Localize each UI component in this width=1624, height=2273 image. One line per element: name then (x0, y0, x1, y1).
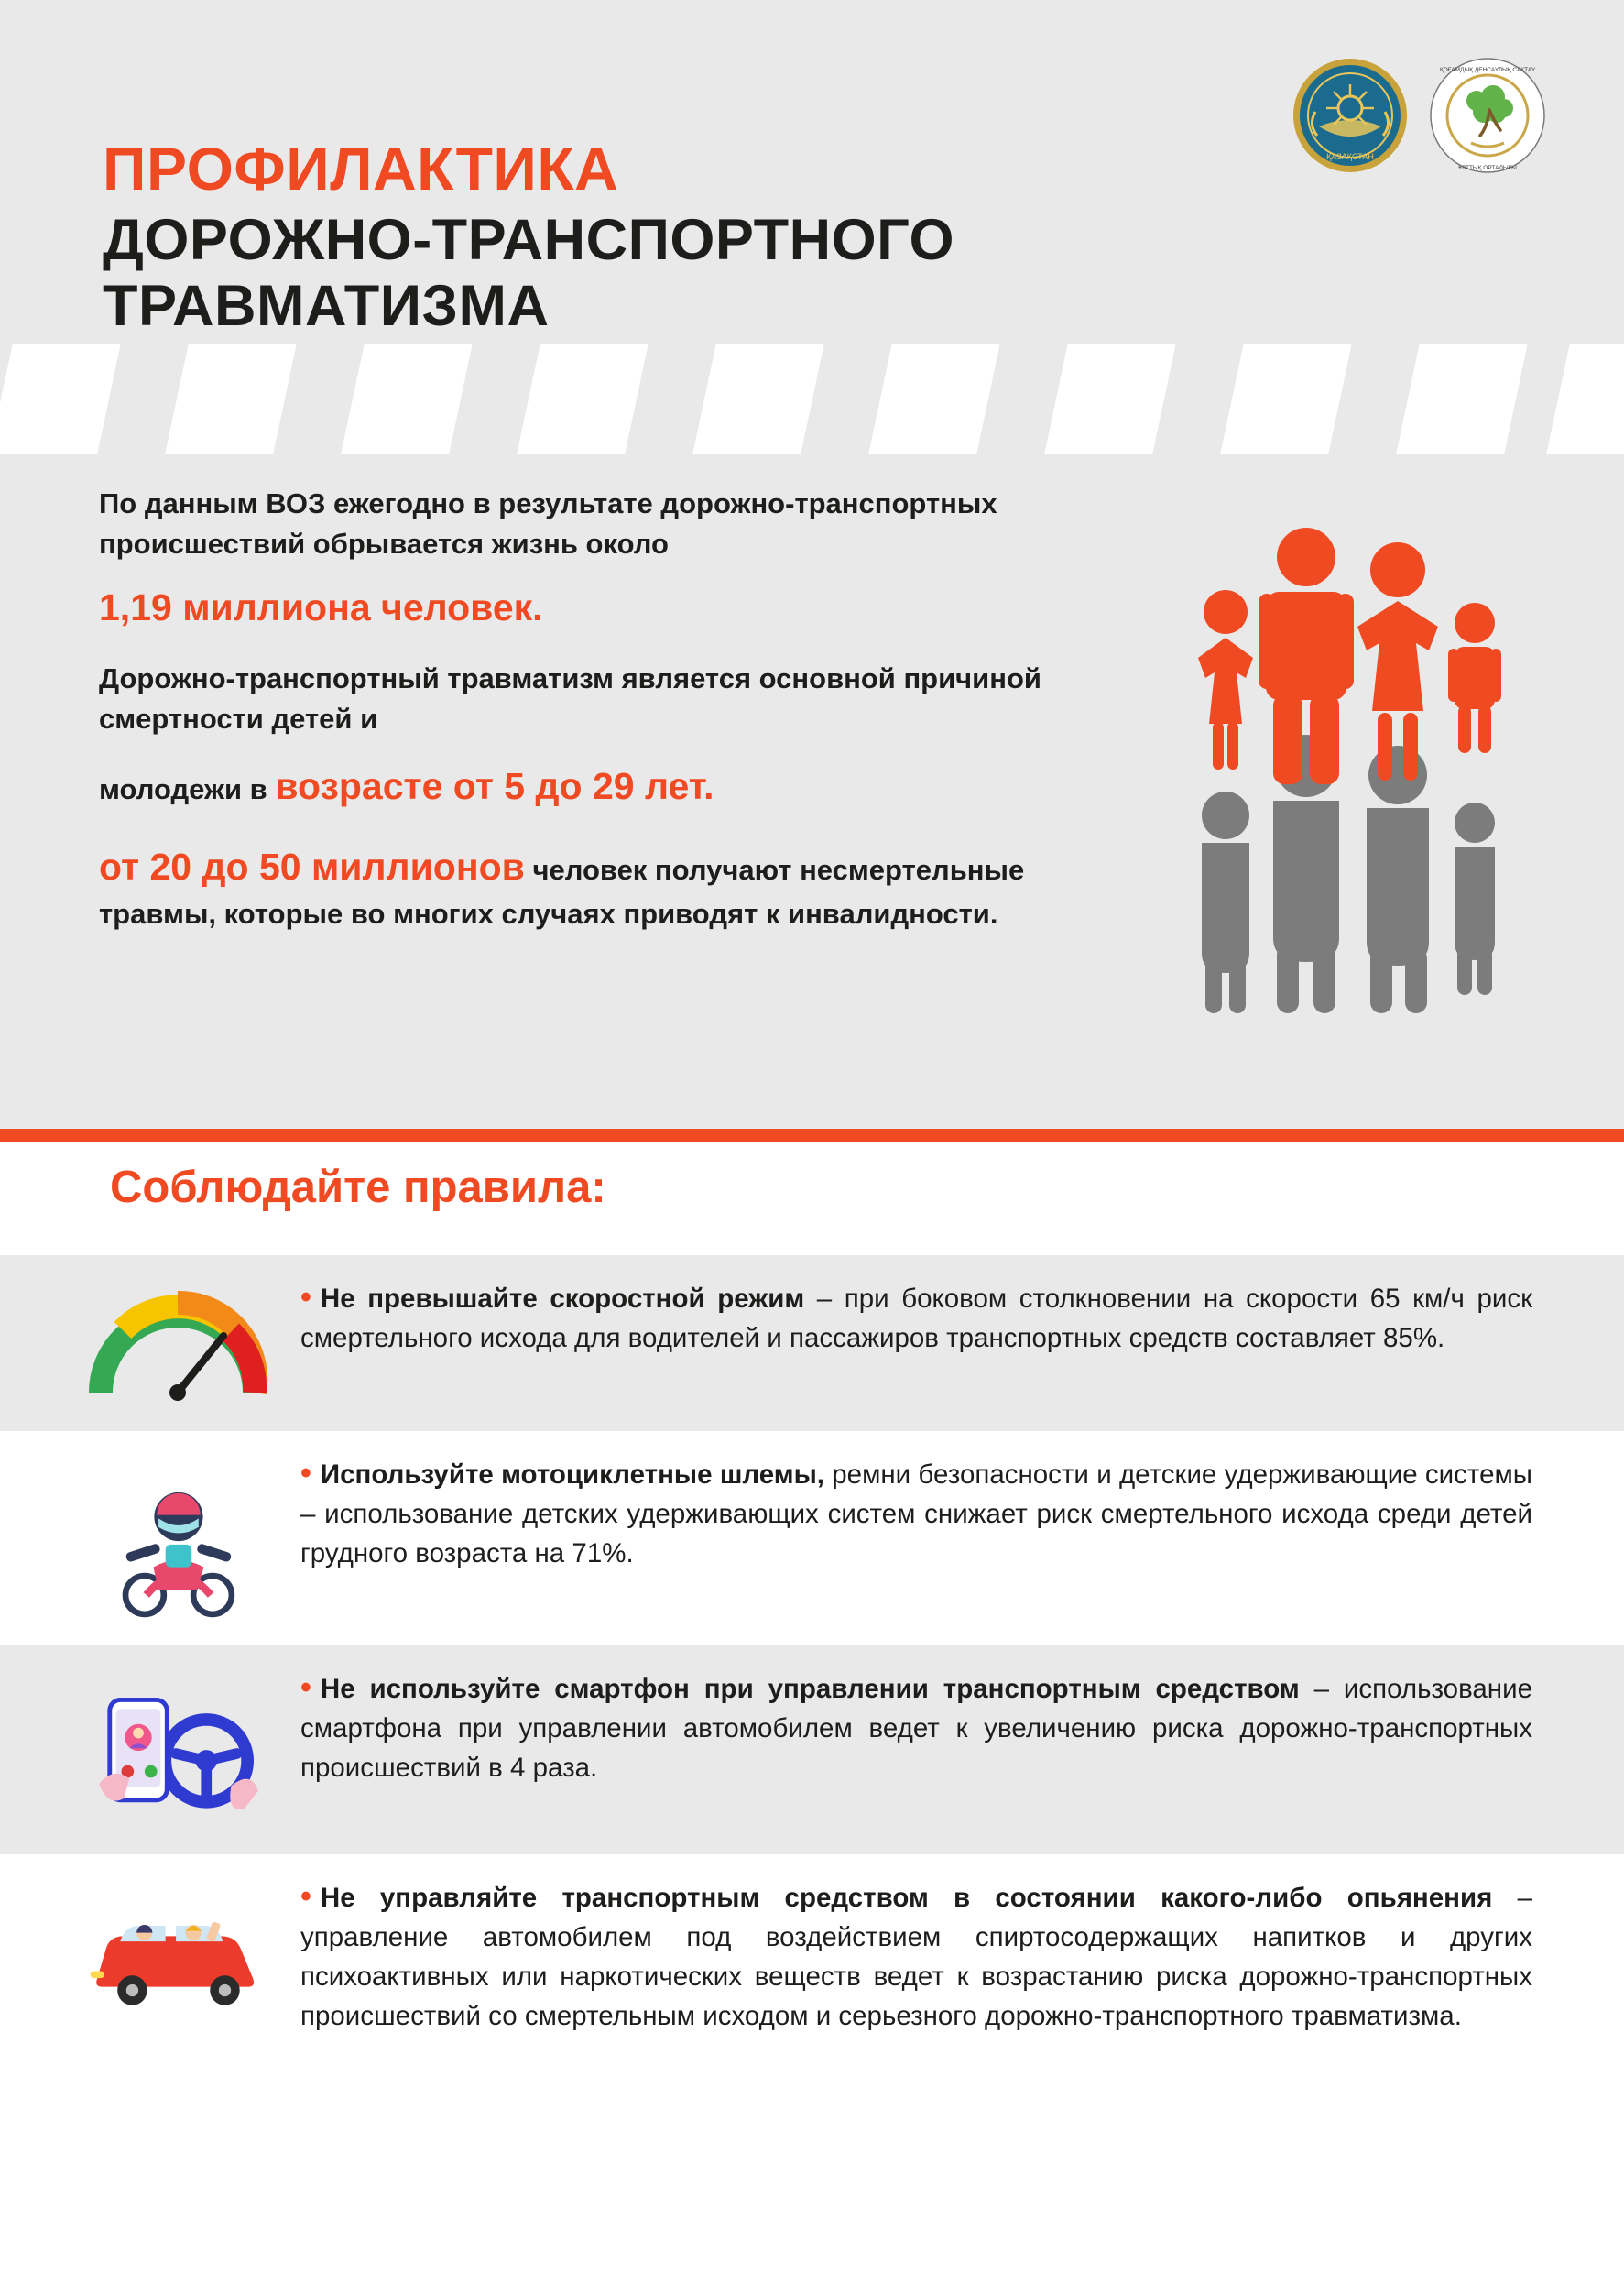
speedometer-icon (55, 1279, 300, 1407)
intro-injuries-highlight: от 20 до 50 миллионов (99, 845, 525, 888)
rule-text-speed (300, 1279, 1551, 1358)
page-title (103, 136, 1275, 340)
intro-paragraph-2: Дорожно-транспортный травматизм является основной причиной смертности детей и (99, 662, 1041, 736)
rule-rest-speed: – при боковом столкновении на скорости 65 км/ч риск смертельного исхода для водителей и пассажиров транспортных средств составляет 85%. (300, 1284, 1532, 1354)
intro-age-prefix: молодежи в (99, 773, 276, 806)
rules-heading: Соблюдайте правила: (110, 1163, 606, 1212)
page-bottom-spacer (0, 2246, 1624, 2273)
rule-text-alcohol (300, 1878, 1551, 2036)
title-line-2: ДОРОЖНО-ТРАНСПОРТНОГО (103, 207, 954, 272)
zebra-crossing-decoration (0, 344, 1624, 454)
intro-age-line (99, 759, 1097, 814)
intro-injuries-rest: человек получают несмертельные травмы, которые во многих случаях приводят к инвалидности. (99, 853, 1025, 931)
rule-bold-helmet: Используйте мотоциклетные шлемы, (320, 1459, 824, 1490)
rule-text-smartphone (300, 1669, 1551, 1787)
intro-paragraph-1: По данным ВОЗ ежегодно в результате дорожно-транспортных происшествий обрывается жизнь около (99, 487, 997, 561)
rule-bold-speed: Не превышайте скоростной режим (320, 1284, 805, 1314)
intro-text-block (99, 484, 1097, 935)
rules-list (0, 1255, 1624, 2060)
intro-age-highlight: возрасте от 5 до 29 лет. (275, 765, 714, 808)
hero-section (0, 0, 1624, 1129)
rule-text-helmet (300, 1455, 1551, 1573)
intro-highlight-deaths: 1,19 миллиона человек. (99, 586, 543, 629)
svg-text:ҚОҒАМДЫҚ ДЕНСАУЛЫҚ САҚТАУ: ҚОҒАМДЫҚ ДЕНСАУЛЫҚ САҚТАУ (1439, 67, 1536, 73)
rule-rest-alcohol: – управление автомобилем под воздействием спиртосодержащих напитков и других психоактивных или наркотических веществ ведет к возрастанию риска дорожно-транспортных происшествий со смертельным исходом и серьезного дорожно-транспортного травматизма. (300, 1883, 1532, 2032)
rule-bold-alcohol: Не управляйте транспортным средством в состоянии какого-либо опьянения (320, 1883, 1493, 1913)
rule-rest-smartphone: – использование смартфона при управлении автомобилем ведет к увеличению риска дорожно-транспортных происшествий в 4 раза. (300, 1674, 1532, 1784)
national-health-center-logo (1429, 57, 1546, 174)
section-divider-bar (0, 1129, 1624, 1142)
bullet-icon: • (300, 1879, 311, 1914)
rule-item-helmet (0, 1431, 1624, 1645)
title-line-1: ПРОФИЛАКТИКА (103, 135, 619, 202)
kazakhstan-state-emblem (1292, 57, 1409, 174)
smartphone-driving-icon (55, 1669, 300, 1830)
rule-item-speed (0, 1255, 1624, 1431)
motorcycle-helmet-icon (55, 1455, 300, 1622)
bullet-icon: • (300, 1280, 311, 1315)
rule-bold-smartphone: Не используйте смартфон при управлении транспортным средством (320, 1674, 1300, 1704)
intro-injuries-line (99, 840, 1097, 935)
family-silhouettes-illustration (1171, 513, 1537, 1063)
header-logos (1292, 57, 1546, 174)
rule-item-alcohol (0, 1854, 1624, 2060)
title-line-3: ТРАВМАТИЗМА (103, 274, 550, 339)
bullet-icon: • (300, 1456, 311, 1491)
svg-text:ҰЛТТЫҚ ОРТАЛЫҒЫ: ҰЛТТЫҚ ОРТАЛЫҒЫ (1458, 165, 1517, 171)
svg-text:ҚАЗАҚСТАН: ҚАЗАҚСТАН (1326, 152, 1374, 161)
drunk-driving-car-icon (55, 1878, 300, 2018)
bullet-icon: • (300, 1670, 311, 1705)
rule-rest-helmet: ремни безопасности и детские удерживающие системы – использование детских удерживающих систем снижает риск смертельного исхода среди детей грудного возраста на 71%. (300, 1459, 1532, 1569)
rule-item-smartphone (0, 1645, 1624, 1854)
